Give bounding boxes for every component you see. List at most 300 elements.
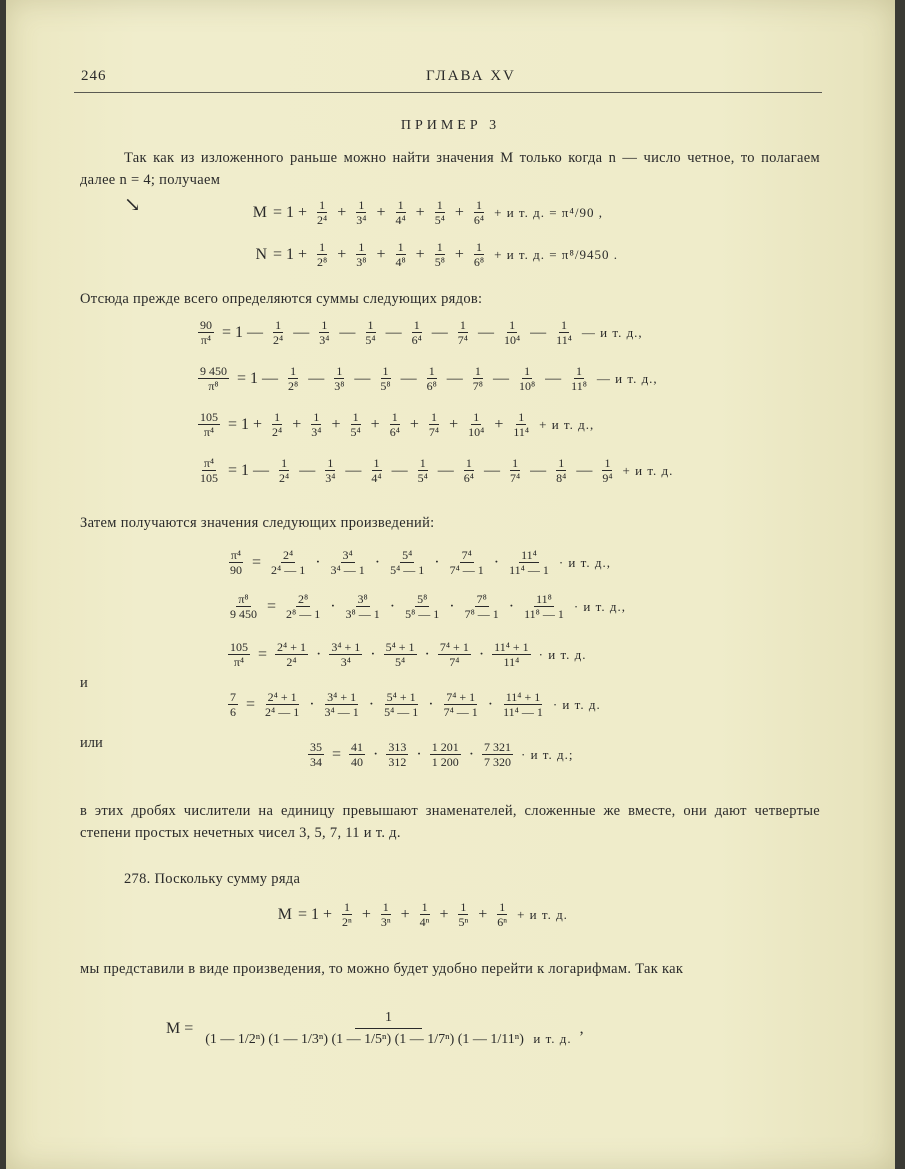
prod4-term-numerator: 3⁴ + 1	[327, 690, 357, 704]
equation-series-n	[231, 240, 618, 269]
prod3-term	[384, 640, 417, 669]
prod4-lhs-denominator: 6	[230, 705, 236, 719]
prod2-term	[344, 592, 382, 621]
series_M-sep: +	[337, 203, 347, 221]
sum4-term-denominator: 9⁴	[602, 471, 613, 485]
prod5-term-denominator: 1 200	[431, 755, 459, 769]
equation-sum-3	[196, 410, 594, 439]
sum1-term-denominator: 11⁴	[556, 333, 572, 347]
prod4-sep: ·	[309, 695, 315, 713]
prod3-term	[492, 640, 531, 669]
sum4-term-numerator: 1	[419, 456, 426, 470]
prod3-sep: ·	[424, 645, 430, 663]
prod1-lhs	[228, 548, 244, 577]
prod1-sep: ·	[315, 553, 321, 571]
sum4-lhs-numerator: π⁴	[203, 456, 215, 470]
prod4-lhs-numerator: 7	[230, 690, 236, 704]
prod1-term-denominator: 5⁴ — 1	[390, 563, 425, 577]
sum4-sep: —	[576, 461, 593, 479]
series_N-term-numerator: 1	[476, 240, 483, 254]
series_N-term-denominator: 4⁸	[395, 255, 406, 269]
prod1-term	[388, 548, 426, 577]
equation-series-mn	[256, 900, 568, 929]
sum3-term-numerator: 1	[274, 410, 281, 424]
sum4-term-denominator: 2⁴	[279, 471, 290, 485]
prod3-term-denominator: 2⁴	[286, 655, 297, 669]
sum3-term-denominator: 10⁴	[468, 425, 485, 439]
prod3-term-denominator: 3⁴	[340, 655, 351, 669]
prod1-term	[507, 548, 551, 577]
sum3-term-numerator: 1	[352, 410, 359, 424]
prod2-term-denominator: 2⁸ — 1	[286, 607, 321, 621]
series_Mn-operator: = 1 +	[298, 905, 333, 923]
sum1-term-denominator: 10⁴	[503, 333, 521, 347]
sum3-term-numerator: 1	[431, 410, 438, 424]
sum1-sep: —	[477, 323, 494, 341]
sum1-sep: —	[431, 323, 448, 341]
equation-m-numerator: 1	[355, 1008, 422, 1029]
sum4-term-numerator: 1	[604, 456, 611, 470]
prod2-term-denominator: 5⁸ — 1	[405, 607, 440, 621]
prod4-term-denominator: 5⁴ — 1	[384, 705, 419, 719]
sum4-term	[508, 456, 522, 485]
series_N-tail: + и т. д. = π⁸/9450 .	[494, 246, 619, 262]
sum3-term-numerator: 1	[391, 410, 398, 424]
prod2-term-numerator: 3⁸	[357, 592, 368, 606]
prod2-term-denominator: 11⁸ — 1	[524, 607, 564, 621]
label-or: или	[80, 735, 103, 751]
series_N-term-denominator: 6⁸	[473, 255, 485, 269]
prod5-operator: =	[332, 745, 342, 763]
prod3-term-denominator: 11⁴	[503, 655, 520, 669]
equation-m-after: ,	[579, 1020, 584, 1037]
series_M-lhs: M	[252, 203, 267, 221]
margin-mark: ↘	[124, 194, 141, 216]
equation-m-denominator	[203, 1029, 573, 1050]
prod2-term-numerator: 7⁸	[476, 592, 487, 606]
series_Mn-lhs: M	[277, 905, 292, 923]
equation-m-product	[166, 1008, 584, 1050]
equation-product-2	[226, 592, 626, 621]
series_Mn-term	[456, 900, 470, 929]
series_N-sep: +	[376, 245, 386, 263]
series_M-term	[433, 198, 447, 227]
prod2-lhs-denominator: 9 450	[230, 607, 257, 621]
sum3-sep: +	[494, 415, 504, 433]
sum3-operator: = 1 +	[228, 415, 263, 433]
prod4-tail: · и т. д.	[552, 696, 601, 712]
sum1-lhs-numerator: 90	[200, 318, 212, 332]
prod4-term-numerator: 2⁴ + 1	[267, 690, 297, 704]
prod3-lhs	[228, 640, 250, 669]
prod1-term-denominator: 11⁴ — 1	[509, 563, 549, 577]
page-number: 246	[81, 68, 107, 84]
prod3-sep: ·	[370, 645, 376, 663]
prod4-term	[501, 690, 545, 719]
sum1-sep: —	[530, 323, 547, 341]
series_M-term-denominator: 4⁴	[395, 213, 406, 227]
prod3-sep: ·	[315, 645, 322, 663]
prod4-lhs	[228, 690, 238, 719]
sum3-lhs	[198, 410, 220, 439]
sum1-sep: —	[385, 323, 402, 341]
prod2-sep: ·	[330, 597, 336, 615]
sum1-lhs-denominator: π⁴	[200, 333, 212, 347]
series_Mn-term-numerator: 1	[460, 900, 467, 914]
prod4-term-numerator: 11⁴ + 1	[505, 690, 541, 704]
sum1-term	[410, 318, 424, 347]
sum4-sep: —	[530, 461, 547, 479]
sum4-term-denominator: 3⁴	[325, 471, 336, 485]
sum3-term-denominator: 6⁴	[389, 425, 400, 439]
sum3-sep: +	[331, 415, 341, 433]
sum4-term	[277, 456, 291, 485]
equation-m-tail: и т. д.	[533, 1031, 572, 1046]
series_Mn-term-denominator: 6ⁿ	[497, 915, 508, 929]
series_Mn-tail: + и т. д.	[517, 906, 568, 922]
sum3-term-denominator: 11⁴	[513, 425, 530, 439]
sum3-term-numerator: 1	[473, 410, 480, 424]
sum2-sep: —	[400, 369, 417, 387]
equation-m-factor: (1 — 1/2ⁿ)	[205, 1032, 269, 1047]
prod1-term	[269, 548, 307, 577]
prod4-term	[382, 690, 420, 719]
sum4-sep: —	[391, 461, 408, 479]
prod1-sep: ·	[434, 553, 440, 571]
equation-product-5	[306, 740, 573, 769]
prod2-tail: · и т. д.,	[573, 598, 626, 614]
prod3-term	[438, 640, 471, 669]
paragraph-section-278: 278. Поскольку сумму ряда	[124, 871, 301, 887]
equation-m-factor: (1 — 1/5ⁿ)	[331, 1032, 395, 1047]
sum3-lhs-denominator: π⁴	[203, 425, 215, 439]
prod2-term	[463, 592, 501, 621]
prod2-lhs	[228, 592, 259, 621]
prod2-lhs-numerator: π⁸	[238, 592, 249, 606]
series_N-term-denominator: 2⁸	[317, 255, 328, 269]
series_N-term-denominator: 5⁸	[434, 255, 445, 269]
sum2-term-numerator: 1	[290, 364, 297, 378]
series_Mn-sep: +	[439, 905, 449, 923]
sum4-term-denominator: 5⁴	[417, 471, 428, 485]
sum4-lhs-denominator: 105	[200, 471, 218, 485]
series_Mn-term-numerator: 1	[343, 900, 350, 914]
prod4-term-numerator: 5⁴ + 1	[386, 690, 416, 704]
prod1-term-denominator: 2⁴ — 1	[271, 563, 306, 577]
sum1-operator: = 1 —	[222, 323, 264, 341]
sum4-term	[462, 456, 476, 485]
paragraph-numerators: в этих дробях числители на единицу превышают знаменателей, сложенные же вместе, они дают четвертые степени простых нечетных чисел 3, 5, 7, 11 и т. д.	[80, 803, 820, 841]
sum3-term-denominator: 2⁴	[272, 425, 283, 439]
sum2-term-denominator: 2⁸	[288, 379, 299, 393]
series_M-term-numerator: 1	[358, 198, 365, 212]
sum3-term	[427, 410, 441, 439]
sum1-term	[271, 318, 285, 347]
sum1-tail: — и т. д.,	[581, 324, 643, 340]
sum2-sep: —	[545, 369, 562, 387]
prod3-term-denominator: 5⁴	[394, 655, 406, 669]
prod3-lhs-numerator: 105	[230, 640, 248, 654]
sum3-term-numerator: 1	[518, 410, 525, 424]
sum4-term	[600, 456, 614, 485]
sum4-sep: —	[437, 461, 454, 479]
prod1-lhs-numerator: π⁴	[230, 548, 242, 562]
series_M-term-numerator: 1	[319, 198, 326, 212]
prod3-term-denominator: 7⁴	[449, 655, 460, 669]
prod5-lhs-numerator: 35	[310, 740, 322, 754]
sum3-term	[511, 410, 531, 439]
prod4-sep: ·	[428, 695, 434, 713]
sum4-term-denominator: 4⁴	[371, 471, 382, 485]
series_Mn-sep: +	[400, 905, 410, 923]
sum2-term-denominator: 11⁸	[571, 379, 587, 393]
series_Mn-term-denominator: 5ⁿ	[458, 915, 469, 929]
example-heading: ПРИМЕР 3	[400, 118, 501, 133]
series_N-term	[472, 240, 486, 269]
series_M-sep: +	[454, 203, 464, 221]
sum1-term-numerator: 1	[459, 318, 466, 332]
series_N-sep: +	[454, 245, 464, 263]
sum1-term-numerator: 1	[275, 318, 282, 332]
equation-m-lhs: M =	[166, 1020, 194, 1037]
sum1-term-numerator: 1	[321, 318, 328, 332]
equation-sum-4	[196, 456, 673, 485]
series_M-operator: = 1 +	[273, 203, 308, 221]
paragraph-intro: Так как из изложенного раньше можно найти значения M только когда n — число четное, то полагаем далее n = 4; получаем	[80, 150, 820, 188]
sum2-term-numerator: 1	[428, 364, 435, 378]
sum1-sep: —	[339, 323, 356, 341]
prod2-term-numerator: 5⁸	[417, 592, 428, 606]
sum2-lhs	[198, 364, 229, 393]
prod5-term	[386, 740, 408, 769]
sum1-term	[502, 318, 522, 347]
prod3-term-numerator: 5⁴ + 1	[385, 640, 415, 654]
prod4-term-denominator: 2⁴ — 1	[265, 705, 300, 719]
sum3-term	[309, 410, 323, 439]
paragraph-sums: Отсюда прежде всего определяются суммы следующих рядов:	[80, 291, 483, 307]
sum2-term	[378, 364, 392, 393]
sum3-tail: + и т. д.,	[539, 416, 595, 432]
header-rule	[74, 92, 822, 93]
equation-sum-2	[196, 364, 658, 393]
sum3-sep: +	[370, 415, 380, 433]
sum2-term-numerator: 1	[336, 364, 343, 378]
sum2-term-denominator: 5⁸	[380, 379, 391, 393]
prod1-term-numerator: 5⁴	[402, 548, 413, 562]
series_M-term-denominator: 5⁴	[434, 213, 445, 227]
equation-product-3	[226, 640, 587, 669]
sum1-term	[456, 318, 470, 347]
sum1-term-denominator: 5⁴	[365, 333, 376, 347]
sum3-term	[466, 410, 486, 439]
series_N-term-numerator: 1	[358, 240, 365, 254]
sum4-term	[323, 456, 337, 485]
paragraph-products: Затем получаются значения следующих произведений:	[80, 515, 435, 531]
prod3-lhs-denominator: π⁴	[233, 655, 245, 669]
series_Mn-term-denominator: 3ⁿ	[380, 915, 391, 929]
prod4-operator: =	[246, 695, 256, 713]
series_Mn-term-numerator: 1	[382, 900, 389, 914]
series_Mn-term	[418, 900, 432, 929]
sum3-term	[270, 410, 284, 439]
sum4-term-denominator: 7⁴	[509, 471, 521, 485]
sum1-term-numerator: 1	[367, 318, 374, 332]
series_M-sep: +	[376, 203, 386, 221]
sum3-term-denominator: 3⁴	[311, 425, 322, 439]
series_N-lhs: N	[255, 245, 267, 263]
sum4-lhs	[198, 456, 220, 485]
sum2-term	[286, 364, 300, 393]
series_N-term	[393, 240, 407, 269]
prod5-sep: ·	[468, 745, 475, 763]
sum4-term-numerator: 1	[558, 456, 565, 470]
series_Mn-term	[495, 900, 509, 929]
sum3-term	[348, 410, 362, 439]
sum3-term-denominator: 7⁴	[428, 425, 440, 439]
prod5-sep: ·	[373, 745, 379, 763]
prod1-term-numerator: 2⁴	[283, 548, 294, 562]
prod3-term-numerator: 3⁴ + 1	[331, 640, 361, 654]
sum2-term-denominator: 6⁸	[426, 379, 437, 393]
sum3-term	[388, 410, 402, 439]
prod5-term-denominator: 312	[388, 755, 407, 769]
series_M-term-numerator: 1	[436, 198, 443, 212]
sum4-term-denominator: 8⁴	[556, 471, 567, 485]
sum4-term	[369, 456, 383, 485]
sum2-lhs-denominator: π⁸	[208, 379, 219, 393]
equation-sum-1	[196, 318, 643, 347]
prod3-term-numerator: 7⁴ + 1	[439, 640, 469, 654]
sum4-sep: —	[483, 461, 500, 479]
series_N-term-denominator: 3⁸	[356, 255, 367, 269]
series_M-term-denominator: 6⁴	[473, 213, 485, 227]
prod2-term-numerator: 11⁸	[536, 592, 552, 606]
sum4-sep: —	[345, 461, 362, 479]
sum3-term-denominator: 5⁴	[350, 425, 361, 439]
series_M-term-numerator: 1	[397, 198, 404, 212]
prod3-term-numerator: 2⁴ + 1	[277, 640, 306, 654]
series_N-term-numerator: 1	[397, 240, 404, 254]
prod2-term-denominator: 3⁸ — 1	[345, 607, 380, 621]
sum4-term-numerator: 1	[281, 456, 288, 470]
series_Mn-term	[340, 900, 354, 929]
sum3-sep: +	[292, 415, 302, 433]
prod1-term-denominator: 7⁴ — 1	[449, 563, 484, 577]
sum2-term-numerator: 1	[524, 364, 531, 378]
series_Mn-term	[379, 900, 393, 929]
sum4-term-denominator: 6⁴	[463, 471, 474, 485]
equation-m-factor: (1 — 1/11ⁿ)	[457, 1032, 528, 1047]
paragraph-logarithms: мы представили в виде произведения, то можно будет удобно перейти к логарифмам. Так как	[80, 961, 684, 977]
sum2-term	[569, 364, 589, 393]
sum1-term-numerator: 1	[413, 318, 420, 332]
sum2-term-denominator: 10⁸	[518, 379, 536, 393]
sum2-term-numerator: 1	[576, 364, 583, 378]
series_Mn-term-denominator: 4ⁿ	[419, 915, 430, 929]
series_M-term	[393, 198, 407, 227]
prod3-sep: ·	[478, 645, 485, 663]
prod2-sep: ·	[508, 597, 515, 615]
sum2-term-denominator: 3⁸	[334, 379, 345, 393]
series_M-term	[472, 198, 486, 227]
sum1-lhs	[198, 318, 214, 347]
prod4-sep: ·	[368, 695, 375, 713]
prod5-lhs	[308, 740, 324, 769]
sum1-term	[554, 318, 574, 347]
sum4-term-numerator: 1	[327, 456, 334, 470]
series_Mn-sep: +	[478, 905, 488, 923]
sum2-term	[332, 364, 346, 393]
prod3-term	[329, 640, 362, 669]
sum2-operator: = 1 —	[237, 369, 279, 387]
prod1-term-numerator: 3⁴	[342, 548, 353, 562]
series_M-term	[315, 198, 329, 227]
series_N-term	[433, 240, 447, 269]
series_N-sep: +	[415, 245, 425, 263]
prod5-term	[349, 740, 365, 769]
prod4-term-numerator: 7⁴ + 1	[446, 690, 476, 704]
prod1-tail: · и т. д.,	[558, 554, 611, 570]
sum4-tail: + и т. д.	[622, 462, 674, 478]
sum4-term-numerator: 1	[373, 456, 380, 470]
equation-product-4	[226, 690, 601, 719]
prod5-tail: · и т. д.;	[521, 746, 574, 762]
sum1-term-denominator: 3⁴	[319, 333, 330, 347]
prod4-term-denominator: 3⁴ — 1	[324, 705, 359, 719]
prod4-term	[263, 690, 301, 719]
prod5-term-numerator: 313	[388, 740, 407, 754]
prod1-operator: =	[252, 553, 262, 571]
prod1-lhs-denominator: 90	[230, 563, 242, 577]
sum2-sep: —	[446, 369, 463, 387]
series_M-term-denominator: 2⁴	[317, 213, 328, 227]
prod5-term-denominator: 7 320	[484, 755, 512, 769]
prod2-term	[284, 592, 322, 621]
sum3-sep: +	[409, 415, 419, 433]
prod3-term-numerator: 11⁴ + 1	[494, 640, 529, 654]
prod4-sep: ·	[487, 695, 494, 713]
sum4-term-numerator: 1	[465, 456, 472, 470]
prod4-term-denominator: 11⁴ — 1	[503, 705, 543, 719]
prod1-term-numerator: 11⁴	[521, 548, 537, 562]
prod5-term-numerator: 41	[351, 740, 364, 754]
label-and: и	[80, 675, 88, 691]
prod1-term-denominator: 3⁴ — 1	[330, 563, 365, 577]
prod4-term-denominator: 7⁴ — 1	[443, 705, 478, 719]
prod5-term-numerator: 1 201	[431, 740, 459, 754]
sum2-sep: —	[354, 369, 371, 387]
series_N-term	[315, 240, 329, 269]
sum1-term-numerator: 1	[509, 318, 516, 332]
series_M-term-denominator: 3⁴	[356, 213, 367, 227]
series_M-term	[354, 198, 368, 227]
prod2-term-denominator: 7⁸ — 1	[464, 607, 499, 621]
sum3-lhs-numerator: 105	[200, 410, 218, 424]
sum2-term	[471, 364, 485, 393]
prod1-term	[329, 548, 367, 577]
prod3-term	[275, 640, 308, 669]
equation-m-factor: (1 — 1/7ⁿ)	[394, 1032, 458, 1047]
sum2-tail: — и т. д.,	[596, 370, 658, 386]
sum1-term-denominator: 6⁴	[411, 333, 422, 347]
series_N-term	[354, 240, 368, 269]
series_Mn-term-numerator: 1	[499, 900, 506, 914]
sum4-term	[554, 456, 568, 485]
prod3-operator: =	[258, 645, 268, 663]
sum2-term	[425, 364, 439, 393]
sum4-term-numerator: 1	[512, 456, 519, 470]
series_Mn-sep: +	[361, 905, 371, 923]
